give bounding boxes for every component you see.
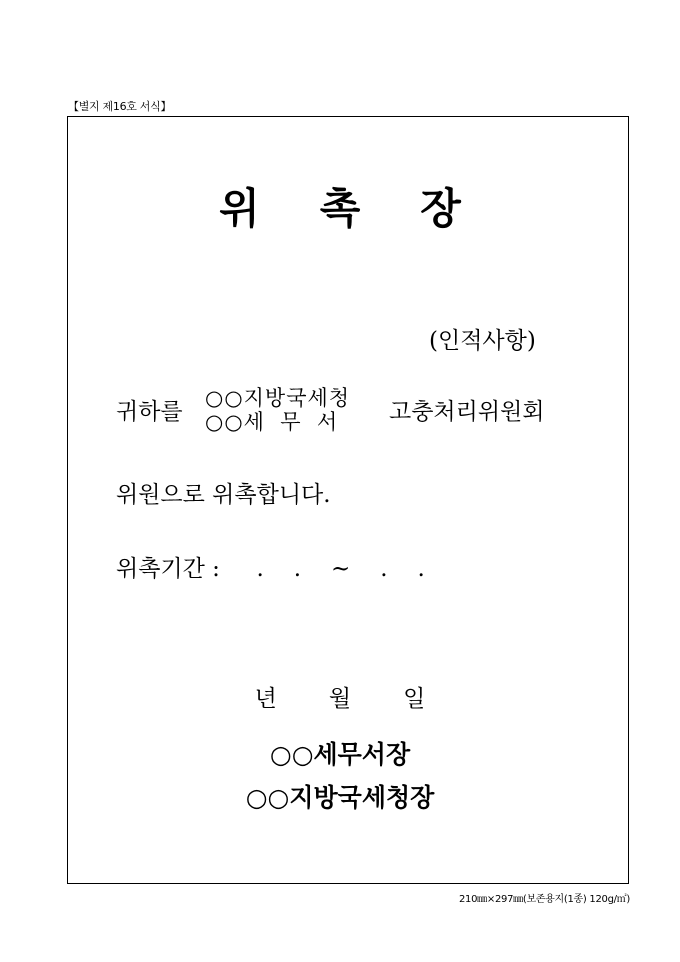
- office-district: ○○세 무 서: [205, 410, 339, 434]
- date-year: 년: [254, 686, 277, 712]
- office-regional: ○○지방국세청: [205, 386, 351, 410]
- document-title: [0, 185, 680, 233]
- title-char-2: 촉: [319, 184, 361, 233]
- title-char-1: 위: [219, 184, 260, 233]
- title-char-3: 장: [420, 184, 461, 233]
- period-label: 위촉기간 :: [116, 556, 220, 582]
- date-day: 일: [403, 686, 426, 712]
- personal-info-placeholder: (인적사항): [429, 328, 536, 354]
- committee-name: 고충처리위원회: [389, 399, 545, 425]
- issue-date: [0, 685, 680, 713]
- appointment-period: [116, 555, 427, 583]
- form-number-label: 【별지 제16호 서식】: [68, 100, 172, 113]
- period-range: . . ~ . .: [237, 556, 427, 582]
- issuer-district-head: ○○세무서장: [269, 740, 411, 769]
- date-month: 월: [328, 686, 352, 712]
- member-statement: 위원으로 위촉합니다.: [116, 482, 331, 508]
- issuer-regional-head: ○○지방국세청장: [245, 783, 435, 812]
- office-options: [205, 386, 350, 434]
- paper-spec-note: 210㎜×297㎜(보존용지(1종) 120g/㎡): [458, 894, 630, 905]
- appointment-prefix: 귀하를: [116, 399, 183, 425]
